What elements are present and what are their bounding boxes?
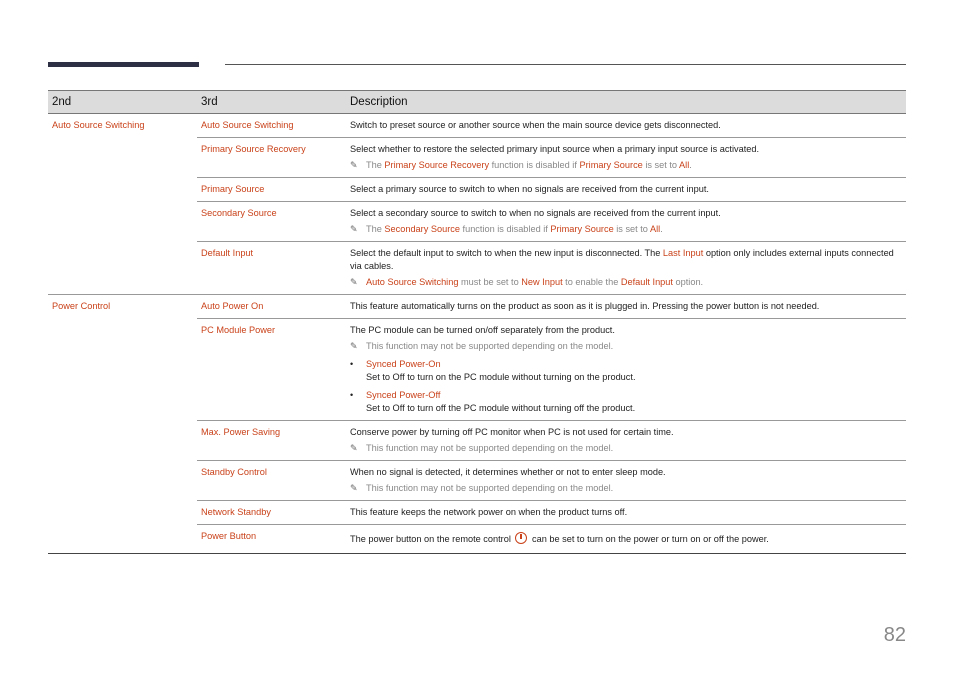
header-3rd: 3rd bbox=[201, 96, 218, 108]
row-name: Primary Source Recovery bbox=[201, 144, 306, 154]
table-row bbox=[197, 318, 906, 420]
row-desc: Select a secondary source to switch to when no signals are received from the current input. bbox=[350, 208, 721, 218]
pencil-icon: ✎ bbox=[350, 277, 358, 287]
row-desc: This feature keeps the network power on when the product turns off. bbox=[350, 507, 628, 517]
table-row bbox=[197, 137, 906, 177]
table-row bbox=[197, 420, 906, 460]
list-item: • Synced Power-Off Set to Off to turn off the PC module without turning off the product. bbox=[350, 390, 636, 413]
row-name: Secondary Source bbox=[201, 208, 277, 218]
table-row bbox=[197, 241, 906, 294]
section-rule bbox=[225, 64, 906, 65]
table-row bbox=[197, 114, 906, 137]
note: ✎ The Secondary Source function is disabled if Primary Source is set to All. bbox=[350, 224, 663, 234]
row-desc: When no signal is detected, it determines whether or not to enter sleep mode. bbox=[350, 467, 666, 477]
note: ✎ This function may not be supported depending on the model. bbox=[350, 483, 614, 493]
row-desc: Select the default input to switch to when the new input is disconnected. The Last Input option only includes external inputs connected via cables. bbox=[350, 248, 894, 271]
row-desc: The PC module can be turned on/off separately from the product. bbox=[350, 325, 615, 335]
row-desc: This feature automatically turns on the product as soon as it is plugged in. Pressing the power button is not needed. bbox=[350, 301, 820, 311]
note: ✎ The Primary Source Recovery function is disabled if Primary Source is set to All. bbox=[350, 160, 692, 170]
note: ✎ This function may not be supported depending on the model. bbox=[350, 341, 614, 351]
group-power-control bbox=[48, 294, 906, 553]
power-icon bbox=[515, 532, 527, 544]
note: ✎ Auto Source Switching must be set to New Input to enable the Default Input option. bbox=[350, 277, 704, 287]
pencil-icon: ✎ bbox=[350, 341, 358, 351]
page-number: 82 bbox=[883, 624, 906, 646]
pencil-icon: ✎ bbox=[350, 160, 358, 170]
section-bar bbox=[48, 62, 199, 67]
table-row bbox=[197, 201, 906, 241]
table-row bbox=[197, 500, 906, 524]
group-label: Auto Source Switching bbox=[52, 120, 145, 130]
bullet-icon: • bbox=[350, 359, 354, 369]
row-desc: Switch to preset source or another source when the main source device gets disconnected. bbox=[350, 120, 721, 130]
row-desc: Select a primary source to switch to when no signals are received from the current input. bbox=[350, 184, 709, 194]
group-label: Power Control bbox=[52, 301, 111, 311]
header-description: Description bbox=[350, 96, 408, 108]
row-name: Network Standby bbox=[201, 507, 271, 517]
group-auto-source-switching bbox=[48, 114, 906, 294]
row-name: Primary Source bbox=[201, 184, 265, 194]
row-name: Default Input bbox=[201, 248, 254, 258]
row-name: Power Button bbox=[201, 531, 257, 541]
pencil-icon: ✎ bbox=[350, 483, 358, 493]
table-row bbox=[197, 177, 906, 201]
pencil-icon: ✎ bbox=[350, 443, 358, 453]
header-2nd: 2nd bbox=[52, 96, 72, 108]
bullet-icon: • bbox=[350, 390, 354, 400]
row-name: Max. Power Saving bbox=[201, 427, 281, 437]
note: ✎ This function may not be supported depending on the model. bbox=[350, 443, 614, 453]
table-row bbox=[197, 460, 906, 500]
row-desc: Select whether to restore the selected primary input source when a primary input source is activated. bbox=[350, 144, 760, 154]
table-row: Power Button The power button on the remote control can be set to turn on the power or turn on or off the power. bbox=[197, 524, 906, 553]
row-name: Auto Source Switching bbox=[201, 120, 294, 130]
list-item: • Synced Power-On Set to Off to turn on the PC module without turning on the product. bbox=[350, 359, 636, 382]
row-name: Standby Control bbox=[201, 467, 267, 477]
pencil-icon: ✎ bbox=[350, 224, 358, 234]
table-row bbox=[197, 295, 906, 318]
row-desc: Conserve power by turning off PC monitor when PC is not used for certain time. bbox=[350, 427, 674, 437]
settings-table bbox=[48, 90, 906, 554]
row-name: Auto Power On bbox=[201, 301, 264, 311]
table-header bbox=[48, 90, 906, 114]
row-name: PC Module Power bbox=[201, 325, 276, 335]
